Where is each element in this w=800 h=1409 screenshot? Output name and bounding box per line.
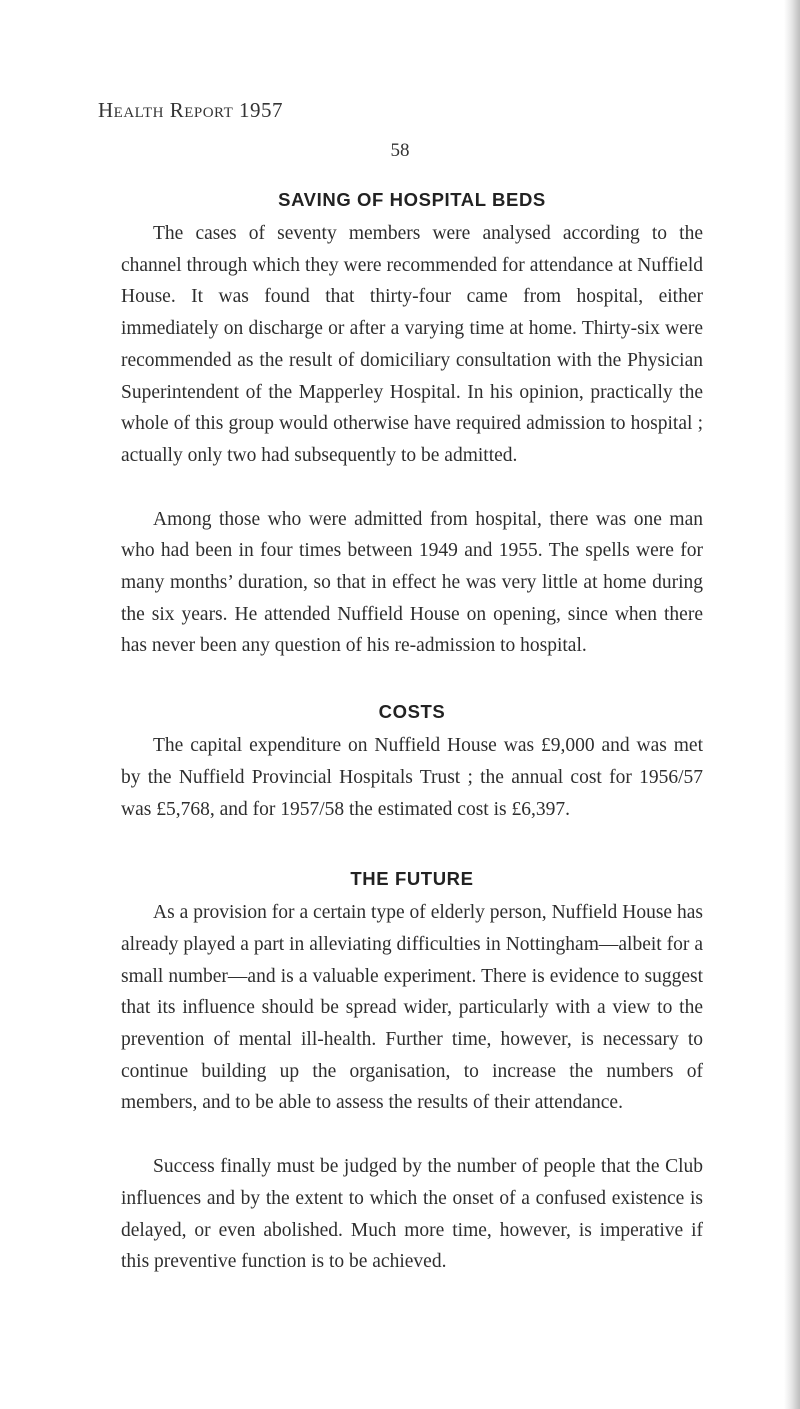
section-heading-future: THE FUTURE — [350, 868, 474, 890]
paragraph-beds-2: Among those who were admitted from hospital, there was one man who had been in four times between 1949 and 1955. The spells were for many months’ duration, so that in effect he was very little at home during the six years. He attended Nuffield House on opening, since when there has never been any question of his re-admission to hospital. — [121, 508, 703, 657]
section-heading-costs: COSTS — [378, 701, 446, 723]
page-body — [121, 189, 703, 1278]
paragraph-future-2: Success finally must be judged by the number of people that the Club influences and by the extent to which the onset of a confused existence is delayed, or even abolished. Much more time, however, is imperative if this preventive function is to be achieved. — [121, 1156, 703, 1273]
section-heading-saving-beds: SAVING OF HOSPITAL BEDS — [278, 189, 546, 210]
page-edge-shadow — [784, 0, 800, 1409]
page-number: 58 — [390, 140, 410, 161]
running-head: Health Report 1957 — [98, 98, 284, 122]
paragraph-beds-1: The cases of seventy members were analysed according to the channel through which they were recommended for attendance at Nuffield House. It was found that thirty-four came from hospital, either immediately on discharge or after a varying time at home. Thirty-six were recommended as the result of domiciliary consultation with the Physician Superintendent of the Mapperley Hospital. In his opinion, practically the whole of this group would otherwise have required admission to hospital ; actually only two had subsequently to be admitted. — [121, 223, 703, 466]
paragraph-future-1: As a provision for a certain type of elderly person, Nuffield House has already played a part in alleviating difficulties in Nottingham—albeit for a small number—and is a valuable experiment. There is evidence to suggest that its influence should be spread wider, particularly with a view to the prevention of mental ill-health. Further time, however, is necessary to continue building up the organisation, to increase the numbers of members, and to be able to assess the results of their attendance. — [121, 902, 703, 1114]
paragraph-costs-1: The capital expenditure on Nuffield House was £9,000 and was met by the Nuffield Provincial Hospitals Trust ; the annual cost for 1956/57 was £5,768, and for 1957/58 the estimated cost is £6,397. — [121, 735, 703, 820]
